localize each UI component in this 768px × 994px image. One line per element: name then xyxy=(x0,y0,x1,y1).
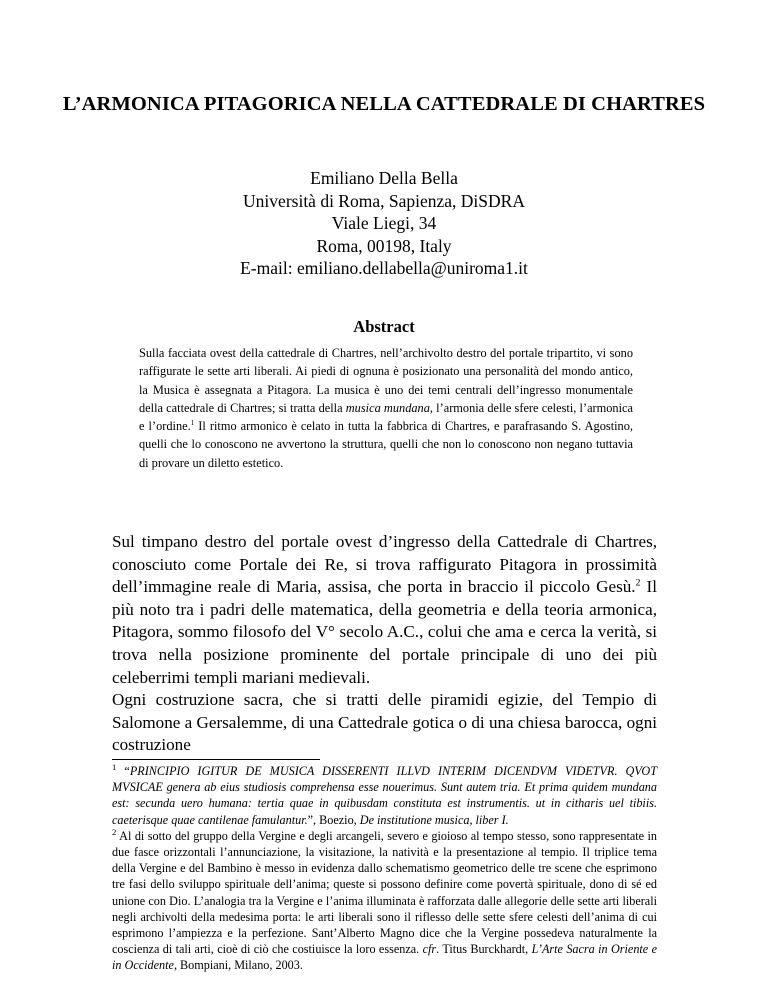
paper-title: L’ARMONICA PITAGORICA NELLA CATTEDRALE DI CHARTRES xyxy=(62,93,706,115)
body-paragraph: Ogni costruzione sacra, che si tratti delle piramidi egizie, del Tempio di Salomone a Gersalemme, di una Cattedrale gotica o di una chiesa barocca, ogni costruzione xyxy=(112,690,657,755)
body-text-part: Sul timpano destro del portale ovest d’ingresso della Cattedrale di Chartres, conosciuto come Portale dei Re, si trova raffigurato Pitagora in prossimità dell’immagine reale di Maria, assisa, che porta in braccio il piccolo Gesù. xyxy=(112,532,657,597)
footnote-ref-1: 1 xyxy=(190,419,195,428)
author-block xyxy=(60,167,708,280)
author-affiliation: Università di Roma, Sapienza, DiSDRA xyxy=(243,190,525,211)
abstract-part: Il ritmo armonico è celato in tutta la fabbrica di Chartres, e parafrasando S. Agostino, quelli che lo conoscono ne avvertono la struttura, quelli che non lo conoscono non negano tuttavia di provare un diletto estetico. xyxy=(139,419,633,470)
footnote-cfr: cfr xyxy=(422,942,437,957)
footnote-number: 2 xyxy=(112,826,117,837)
abstract-italic-term: musica mundana xyxy=(345,400,430,415)
footnote-separator xyxy=(112,759,320,760)
abstract-part: , l’armonia delle sfere celesti, l’armonica e l’ordine. xyxy=(139,400,633,434)
footnote-1 xyxy=(112,763,657,828)
footnote-number: 1 xyxy=(112,761,117,772)
footnote-quote-open: “ xyxy=(116,764,130,778)
footnote-citation-author: . Titus Burckhardt, xyxy=(436,942,532,957)
author-city: Roma, 00198, Italy xyxy=(316,235,452,256)
footnote-ref-2: 2 xyxy=(635,577,641,589)
author-name: Emiliano Della Bella xyxy=(310,168,458,188)
footnote-2 xyxy=(112,828,657,974)
body-text xyxy=(112,531,657,757)
footnotes xyxy=(112,763,657,974)
abstract-text xyxy=(139,344,633,472)
author-street: Viale Liegi, 34 xyxy=(331,213,437,234)
abstract-part: Sulla facciata ovest della cattedrale di Chartres, nell’archivolto destro del portale tripartito, vi sono raffigurate le sette arti liberali. Ai piedi di ognuna è posizionato una personalità del mondo antico, la Musica è assegnata a Pitagora. La musica è uno dei temi centrali dell’ingresso monumentale della cattedrale di Chartres; si tratta della xyxy=(139,346,633,415)
footnote-publisher: , Bompiani, Milano, 2003. xyxy=(173,958,303,973)
footnote-attribution: ”, Boezio, xyxy=(307,812,360,827)
body-paragraph xyxy=(112,531,657,689)
body-text-part: Il più noto tra i padri delle matematica, della geometria e della teoria armonica, Pitagora, sommo filosofo del V° secolo A.C., colui che ama e cerca la verità, si trova nella posizione prominente del portale principale di uno dei più celeberrimi templi mariani medievali. xyxy=(112,577,657,687)
footnote-work-title: De institutione musica, liber I. xyxy=(359,812,509,827)
footnote-latin-quote: PRINCIPIO IGITUR DE MUSICA DISSERENTI ILLVD INTERIM DICENDVM VIDETVR. QVOT MVSICAE genera ab eius studiosis comprehensa esse nouerimus. Sunt autem tria. Et prima quidem mundana est: secunda uero humana: tertia quae in quibusdam constituta est instrumentis. ut in citharis uel tibiis. caeterisque quae cantilenae famulantur. xyxy=(112,764,657,827)
author-email: E-mail: emiliano.dellabella@uniroma1.it xyxy=(240,258,528,279)
footnote-text: Al di sotto del gruppo della Vergine e degli arcangeli, severo e gioioso al tempo stesso, sono rappresentate in due fasce orizzontali l’annunciazione, la visitazione, la natività e la presentazione al tempio. Il triplice tema della Vergine e del Bambino è messo in evidenza dallo schematismo geometrico delle tre scene che esprimono tre fasi dello sviluppo spirituale dell’anima; queste si possono definire come povertà spirituale, dono di sé ed unione con Dio. L’analogia tra la Vergine e l’anima illuminata è rafforzata dalle allegorie delle sette arti liberali negli archivolti della medesima porta: le arti liberali sono il riflesso delle sette sfere celesti dell’anima di cui esprimono l’ampiezza e la perfezione. Sant’Alberto Magno dice che la Vergine possedeva naturalmente la coscienza di tali arti, cioè di ciò che costiuisce la loro essenza. xyxy=(112,828,657,957)
abstract-heading: Abstract xyxy=(353,317,415,336)
footnote-book-title: L’Arte Sacra in Oriente e in Occidente xyxy=(112,942,658,973)
